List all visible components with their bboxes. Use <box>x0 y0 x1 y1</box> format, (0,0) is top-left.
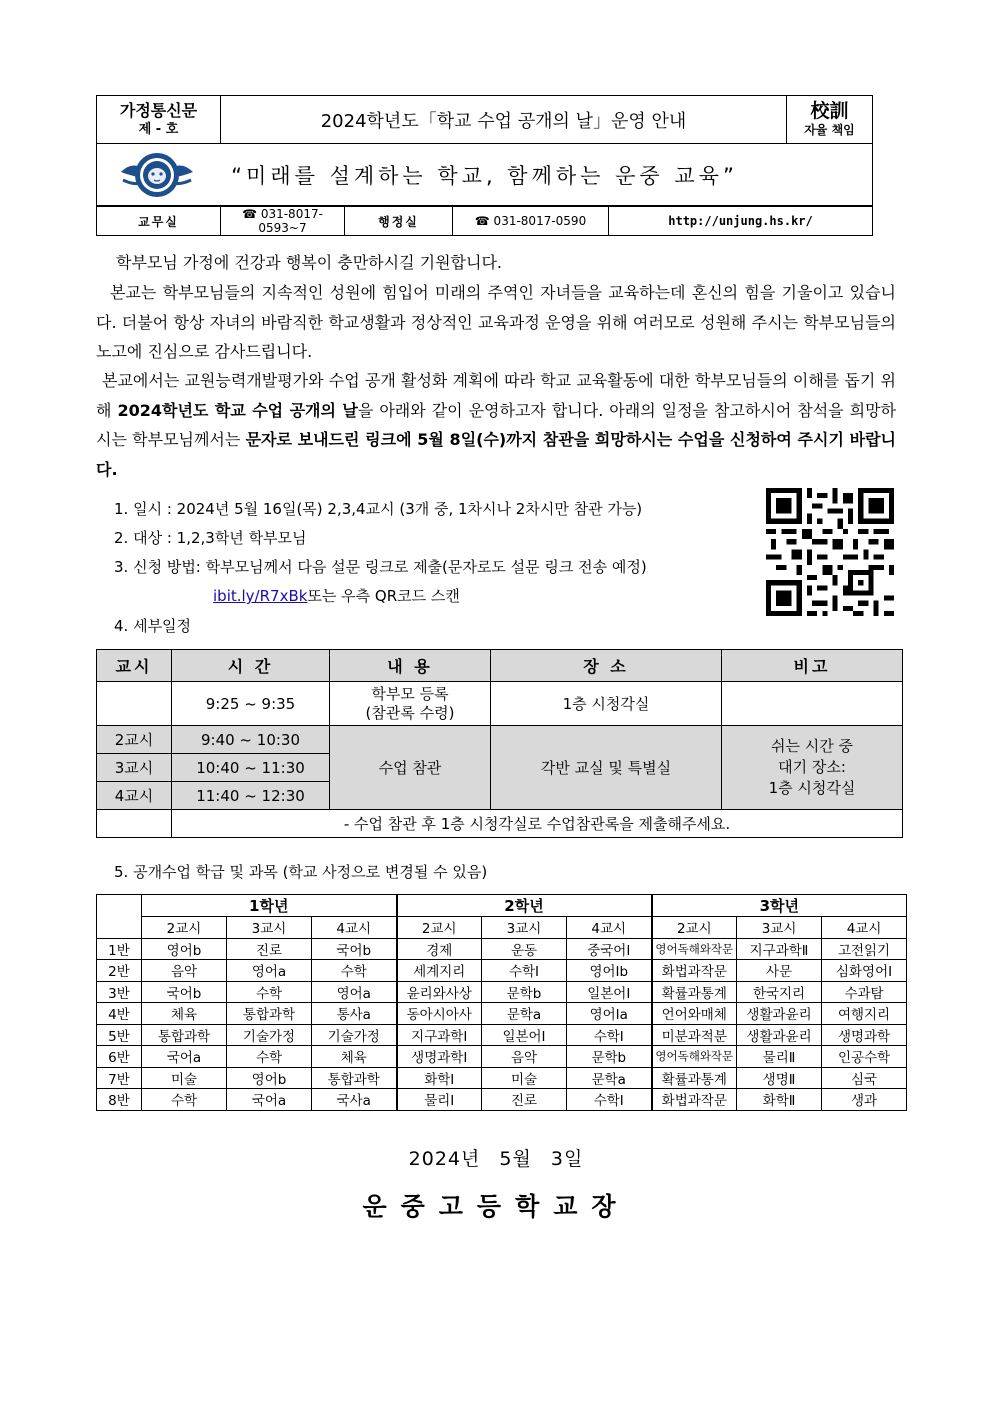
period-header: 3교시 <box>482 917 567 939</box>
subject-cell: 물리Ⅰ <box>397 1089 482 1111</box>
subject-cell: 생활과윤리 <box>737 1003 822 1025</box>
subject-cell: 경제 <box>397 938 482 960</box>
reg-place: 1층 시청각실 <box>491 682 722 726</box>
subject-cell: 음악 <box>142 960 227 982</box>
subject-cell: 화학Ⅰ <box>397 1067 482 1089</box>
subject-cell: 수학Ⅰ <box>567 1089 652 1111</box>
subject-cell: 문학b <box>482 981 567 1003</box>
subject-cell: 일본어Ⅰ <box>567 981 652 1003</box>
subject-cell: 미술 <box>482 1067 567 1089</box>
subject-cell: 진로 <box>227 938 312 960</box>
col-content: 내 용 <box>330 650 491 682</box>
period-header: 2교시 <box>142 917 227 939</box>
subject-cell: 국어a <box>227 1089 312 1111</box>
letter-header <box>96 95 873 206</box>
period-header: 2교시 <box>397 917 482 939</box>
subject-cell: 운동 <box>482 938 567 960</box>
period-cell: 4교시 <box>97 782 172 810</box>
subject-cell: 수과탐 <box>822 981 907 1003</box>
subject-cell: 문학a <box>482 1003 567 1025</box>
item-classes-heading: 5. 공개수업 학급 및 과목 (학교 사정으로 변경될 수 있음) <box>114 863 488 881</box>
slogan-row <box>97 144 873 206</box>
doc-title: 2024학년도「학교 수업 공개의 날」운영 안내 <box>221 96 787 144</box>
class-content: 수업 참관 <box>330 726 491 810</box>
motto-text: 자율 책임 <box>804 122 855 137</box>
grade-header: 2학년 <box>397 895 652 917</box>
subject-cell: 사문 <box>737 960 822 982</box>
table-row <box>97 1024 907 1046</box>
period-header: 2교시 <box>652 917 737 939</box>
subject-cell: 화법과작문 <box>652 1089 737 1111</box>
subject-cell: 영어b <box>142 938 227 960</box>
table-row <box>97 981 907 1003</box>
col-note: 비고 <box>722 650 903 682</box>
subject-cell: 수학 <box>227 1046 312 1068</box>
item-target: 2. 대상 : 1,2,3학년 학부모님 <box>114 529 307 547</box>
school-logo-icon <box>119 150 195 200</box>
event-name: 2024학년도 학교 수업 공개의 날 <box>117 400 358 420</box>
doc-no: 제 - 호 <box>138 121 179 137</box>
class-number: 3반 <box>97 981 142 1003</box>
class-number: 7반 <box>97 1067 142 1089</box>
subject-cell: 생명과학 <box>822 1024 907 1046</box>
corner-cell <box>97 895 142 939</box>
class-number: 1반 <box>97 938 142 960</box>
admin-phone: ☎ 031-8017-0590 <box>453 207 609 236</box>
subject-cell: 영어Ⅰb <box>567 960 652 982</box>
grade-header: 1학년 <box>142 895 397 917</box>
doc-number-cell <box>97 96 221 144</box>
subject-cell: 통사a <box>312 1003 397 1025</box>
period-header: 4교시 <box>822 917 907 939</box>
subject-cell: 문학b <box>567 1046 652 1068</box>
subject-cell: 기술가정 <box>227 1024 312 1046</box>
subject-cell: 체육 <box>312 1046 397 1068</box>
subject-cell: 영어a <box>312 981 397 1003</box>
subject-cell: 화법과작문 <box>652 960 737 982</box>
office-label: 교무실 <box>97 207 221 236</box>
notice-paragraph: 본교에서는 교원능력개발평가와 수업 공개 활성화 계획에 따라 학교 교육활동에 대한 학부모님들의 이해를 돕기 위해 2024학년도 학교 수업 공개의 날을 아래와 같이 운영하고자 합니다. 아래의 일정을 참고하시어 참석을 희망하시는 학부모님께서는 문자로 보내드린 링크에 5월 8일(수)까지 참관을 희망하시는 수업을 신청하여 주시기 바랍니다. <box>96 371 896 479</box>
subject-cell: 확률과통계 <box>652 981 737 1003</box>
class-number: 5반 <box>97 1024 142 1046</box>
subject-cell: 고전읽기 <box>822 938 907 960</box>
subject-cell: 수학 <box>227 981 312 1003</box>
period-header: 4교시 <box>567 917 652 939</box>
school-slogan: “미래를 설계하는 학교, 함께하는 운중 교육” <box>231 163 738 188</box>
subject-cell: 영어독해와작문 <box>652 1046 737 1068</box>
subject-cell: 지구과학Ⅰ <box>397 1024 482 1046</box>
subject-cell: 국어b <box>142 981 227 1003</box>
subject-cell: 문학a <box>567 1067 652 1089</box>
subject-cell: 인공수학 <box>822 1046 907 1068</box>
subject-cell: 화학Ⅱ <box>737 1089 822 1111</box>
time-cell: 9:40 ~ 10:30 <box>172 726 330 754</box>
subject-cell: 언어와매체 <box>652 1003 737 1025</box>
subject-cell: 생명Ⅱ <box>737 1067 822 1089</box>
table-row <box>97 960 907 982</box>
subject-cell: 국사a <box>312 1089 397 1111</box>
class-number: 4반 <box>97 1003 142 1025</box>
col-place: 장 소 <box>491 650 722 682</box>
subject-cell: 여행지리 <box>822 1003 907 1025</box>
table-row <box>97 1046 907 1068</box>
class-number: 6반 <box>97 1046 142 1068</box>
subject-cell: 수학Ⅰ <box>482 960 567 982</box>
time-cell: 10:40 ~ 11:30 <box>172 754 330 782</box>
col-period: 교시 <box>97 650 172 682</box>
subject-cell: 영어Ⅰa <box>567 1003 652 1025</box>
subject-cell: 물리Ⅱ <box>737 1046 822 1068</box>
thanks-paragraph: 본교는 학부모님들의 지속적인 성원에 힘입어 미래의 주역인 자녀들을 교육하는데 혼신의 힘을 기울이고 있습니다. 더불어 항상 자녀의 바람직한 학교생활과 정상적인 교육과정 운영을 위해 여러모로 성원해 주시는 학부모님들의 노고에 진심으로 감사드립니다. <box>96 283 896 361</box>
greeting-paragraph: 학부모님 가정에 건강과 행복이 충만하시길 기원합니다. <box>116 253 503 272</box>
school-url[interactable]: http://unjung.hs.kr/ <box>609 207 873 236</box>
subject-cell: 지구과학Ⅱ <box>737 938 822 960</box>
item-date: 1. 일시 : 2024년 5월 16일(목) 2,3,4교시 (3개 중, 1차시나 2차시만 참관 가능) <box>114 500 643 518</box>
class-number: 8반 <box>97 1089 142 1111</box>
subject-cell: 통합과학 <box>227 1003 312 1025</box>
subject-cell: 미술 <box>142 1067 227 1089</box>
subject-cell: 일본어Ⅰ <box>482 1024 567 1046</box>
subject-cell: 수학 <box>312 960 397 982</box>
subject-cell: 진로 <box>482 1089 567 1111</box>
subject-cell: 세계지리 <box>397 960 482 982</box>
subject-cell: 체육 <box>142 1003 227 1025</box>
classes-table <box>96 894 907 1111</box>
period-header: 3교시 <box>737 917 822 939</box>
classes-body <box>97 938 907 1110</box>
subject-cell: 생활과윤리 <box>737 1024 822 1046</box>
letter-date: 2024년 5월 3일 <box>408 1148 584 1170</box>
subject-cell: 수학 <box>142 1089 227 1111</box>
subject-cell: 윤리와사상 <box>397 981 482 1003</box>
principal-signature: 운중고등학교장 <box>362 1192 630 1221</box>
subject-cell: 수학Ⅰ <box>567 1024 652 1046</box>
reg-period <box>97 682 172 726</box>
subject-cell: 영어독해와작문 <box>652 938 737 960</box>
item-link-line: ibit.ly/R7xBk또는 우측 QR코드 스캔 <box>213 587 460 605</box>
table-row <box>97 1003 907 1025</box>
subject-cell: 통합과학 <box>312 1067 397 1089</box>
item-method: 3. 신청 방법: 학부모님께서 다음 설문 링크로 제출(문자로도 설문 링크 전송 예정) <box>114 558 647 576</box>
deadline-notice: 문자로 보내드린 링크에 5월 8일(수)까지 참관을 희망하시는 수업을 신청하여 주시기 바랍니다. <box>96 430 896 479</box>
subject-cell: 생과 <box>822 1089 907 1111</box>
schedule-table <box>96 649 903 838</box>
subject-cell: 음악 <box>482 1046 567 1068</box>
reg-time: 9:25 ~ 9:35 <box>172 682 330 726</box>
subject-cell: 중국어Ⅰ <box>567 938 652 960</box>
reg-note <box>722 682 903 726</box>
contact-row <box>96 206 873 236</box>
period-cell: 3교시 <box>97 754 172 782</box>
subject-cell: 국어a <box>142 1046 227 1068</box>
subject-cell: 영어a <box>227 960 312 982</box>
subject-cell: 한국지리 <box>737 981 822 1003</box>
table-row <box>97 1067 907 1089</box>
item-schedule-heading: 4. 세부일정 <box>114 617 192 635</box>
time-cell: 11:40 ~ 12:30 <box>172 782 330 810</box>
admin-label: 행정실 <box>345 207 453 236</box>
office-phone: ☎ 031-8017-0593~7 <box>221 207 345 236</box>
subject-cell: 기술가정 <box>312 1024 397 1046</box>
subject-cell: 통합과학 <box>142 1024 227 1046</box>
reg-content: 학부모 등록 (참관록 수령) <box>330 682 491 726</box>
grade-header: 3학년 <box>652 895 907 917</box>
class-note: 쉬는 시간 중 대기 장소: 1층 시청각실 <box>722 726 903 810</box>
subject-cell: 심국 <box>822 1067 907 1089</box>
survey-link[interactable]: ibit.ly/R7xBk <box>213 587 308 605</box>
period-header: 4교시 <box>312 917 397 939</box>
table-row <box>97 1089 907 1111</box>
subject-cell: 영어b <box>227 1067 312 1089</box>
footnote-blank <box>97 810 172 838</box>
subject-cell: 동아시아사 <box>397 1003 482 1025</box>
subject-cell: 국어b <box>312 938 397 960</box>
subject-cell: 심화영어Ⅰ <box>822 960 907 982</box>
class-number: 2반 <box>97 960 142 982</box>
qr-code-icon[interactable] <box>766 488 894 616</box>
motto-cell <box>787 96 873 144</box>
motto-hanja: 校訓 <box>810 99 849 122</box>
col-time: 시 간 <box>172 650 330 682</box>
table-row <box>97 938 907 960</box>
subject-cell: 확률과통계 <box>652 1067 737 1089</box>
subject-cell: 미분과적분 <box>652 1024 737 1046</box>
subject-cell: 생명과학Ⅰ <box>397 1046 482 1068</box>
period-cell: 2교시 <box>97 726 172 754</box>
schedule-footnote: - 수업 참관 후 1층 시청각실로 수업참관록을 제출해주세요. <box>172 810 903 838</box>
class-place: 각반 교실 및 특별실 <box>491 726 722 810</box>
doc-type: 가정통신문 <box>119 100 198 120</box>
period-header: 3교시 <box>227 917 312 939</box>
